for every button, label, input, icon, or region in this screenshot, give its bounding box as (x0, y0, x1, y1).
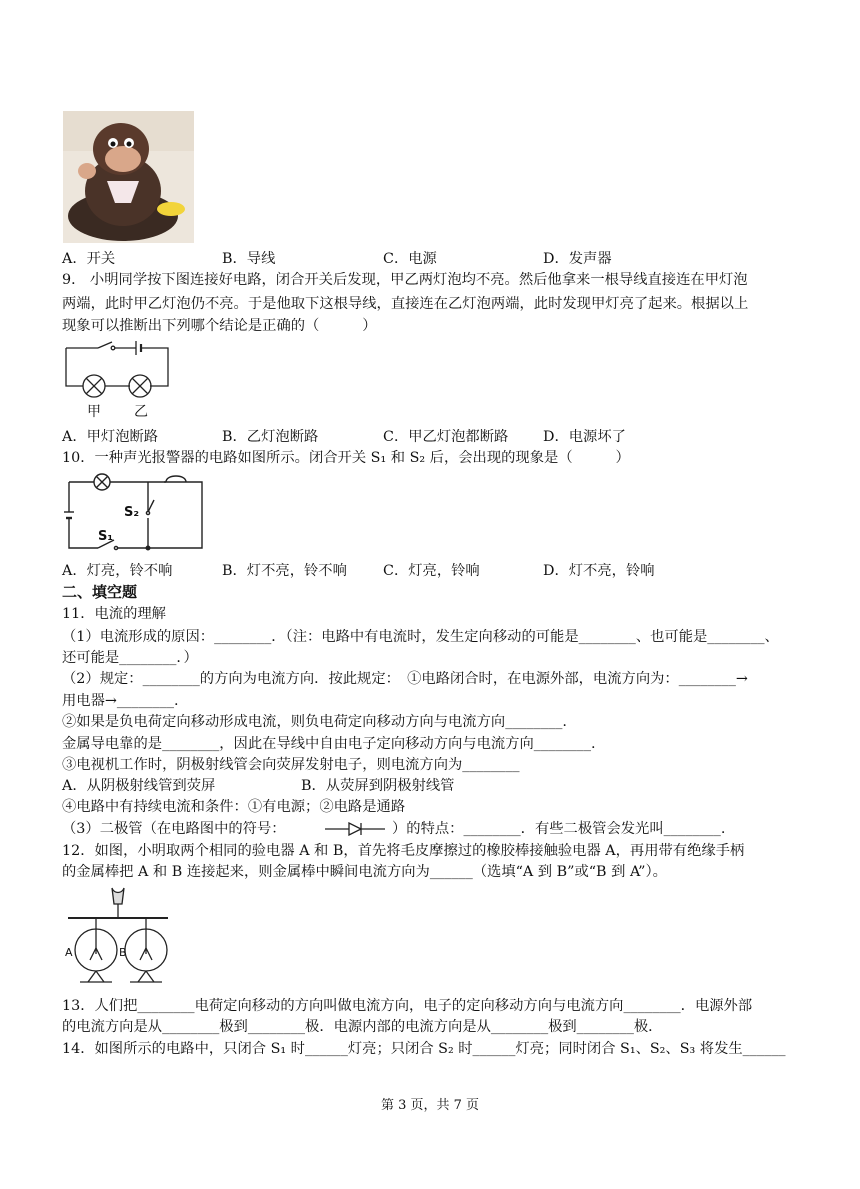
q12-label-b: B (119, 946, 127, 959)
q11-line-9: ④电路中有持续电流和条件：①有电源；②电路是通路 (62, 799, 406, 815)
q11-line-7: 金属导电靠的是________，因此在导线中自由电子定向移动方向与电流方向________. (62, 736, 596, 752)
q9-option-b: B．乙灯泡断路 (222, 429, 319, 445)
q11-line-10b: ）的特点：________．有些二极管会发光叫________. (392, 821, 726, 837)
q12-line-2: 的金属棒把 A 和 B 连接起来，则金属棒中瞬间电流方向为______（选填“A 到 B”或“B 到 A”）。 (62, 864, 667, 880)
q13-line-2: 的电流方向是从________极到________极．电源内部的电流方向是从________极到________极． (62, 1019, 663, 1035)
q11-line-2: （1）电流形成的原因：________．（注：电路中有电流时，发生定向移动的可能是________、也可能是________、 (62, 629, 779, 645)
section-heading: 二、填空题 (62, 583, 138, 601)
q13-line-1: 13．人们把________电荷定向移动的方向叫做电流方向，电子的定向移动方向与电流方向________．电源外部 (62, 998, 753, 1014)
q8-option-d: D．发声器 (543, 251, 612, 267)
q11-line-1: 11．电流的理解 (62, 606, 166, 622)
q10-option-c: C．灯亮，铃响 (383, 563, 480, 579)
q9-circuit-diagram (62, 336, 174, 422)
q11-line-10a: （3）二极管（在电路图中的符号： (62, 821, 286, 837)
q12-label-a: A (65, 946, 73, 959)
q9-option-c: C．甲乙灯泡都断路 (383, 429, 509, 445)
q10-line: 10．一种声光报警器的电路如图所示。闭合开关 S₁ 和 S₂ 后，会出现的现象是（ ） (62, 450, 630, 466)
q14-line: 14．如图所示的电路中，只闭合 S₁ 时______灯亮；只闭合 S₂ 时______灯亮；同时闭合 S₁、S₂、S₃ 将发生______ (62, 1041, 786, 1057)
q10-label-s1: S₁ (98, 529, 114, 544)
q9-option-d: D．电源坏了 (543, 429, 626, 445)
q11-line-4: （2）规定：________的方向为电流方向．按此规定： ①电路闭合时，在电源外部，电流方向为：________→ (62, 671, 748, 687)
diode-symbol (325, 822, 387, 836)
q9-line-1: 9． 小明同学按下图连接好电路，闭合开关后发现，甲乙两灯泡均不亮。然后他拿来一根导线直接连在甲灯泡 (62, 272, 748, 288)
q10-option-b: B．灯不亮，铃不响 (222, 563, 347, 579)
q9-option-a: A．甲灯泡断路 (62, 429, 159, 445)
q11-line-8: ③电视机工作时，阴极射线管会向荧屏发射电子，则电流方向为________ (62, 757, 520, 773)
toy-monkey-photo (63, 111, 194, 243)
q10-option-a: A．灯亮，铃不响 (62, 563, 173, 579)
q8-option-a: A．开关 (62, 251, 116, 267)
q8-option-b: B．导线 (222, 251, 276, 267)
q10-label-s2: S₂ (124, 505, 140, 520)
q12-electroscope-diagram (62, 884, 174, 986)
q11-line-3: 还可能是________．） (62, 650, 198, 666)
q11-option-a: A．从阴极射线管到荧屏 (62, 778, 216, 794)
q11-line-6: ②如果是负电荷定向移动形成电流，则负电荷定向移动方向与电流方向________. (62, 714, 567, 730)
q12-line-1: 12．如图，小明取两个相同的验电器 A 和 B，首先将毛皮摩擦过的橡胶棒接触验电器 A，再用带有绝缘手柄 (62, 843, 745, 859)
q9-line-3: 现象可以推断出下列哪个结论是正确的（ ） (62, 318, 377, 334)
q11-line-5: 用电器→________. (62, 693, 179, 709)
q9-label-yi: 乙 (134, 404, 148, 420)
q10-option-d: D．灯不亮，铃响 (543, 563, 655, 579)
page-footer: 第 3 页，共 7 页 (380, 1098, 480, 1113)
q9-line-2: 两端，此时甲乙灯泡仍不亮。于是他取下这根导线，直接连在乙灯泡两端，此时发现甲灯亮了起来。根据以上 (62, 296, 749, 312)
q9-label-jia: 甲 (87, 404, 101, 420)
q10-circuit-diagram (62, 470, 206, 556)
q11-option-b: B．从荧屏到阴极射线管 (301, 778, 455, 794)
q8-option-c: C．电源 (383, 251, 437, 267)
